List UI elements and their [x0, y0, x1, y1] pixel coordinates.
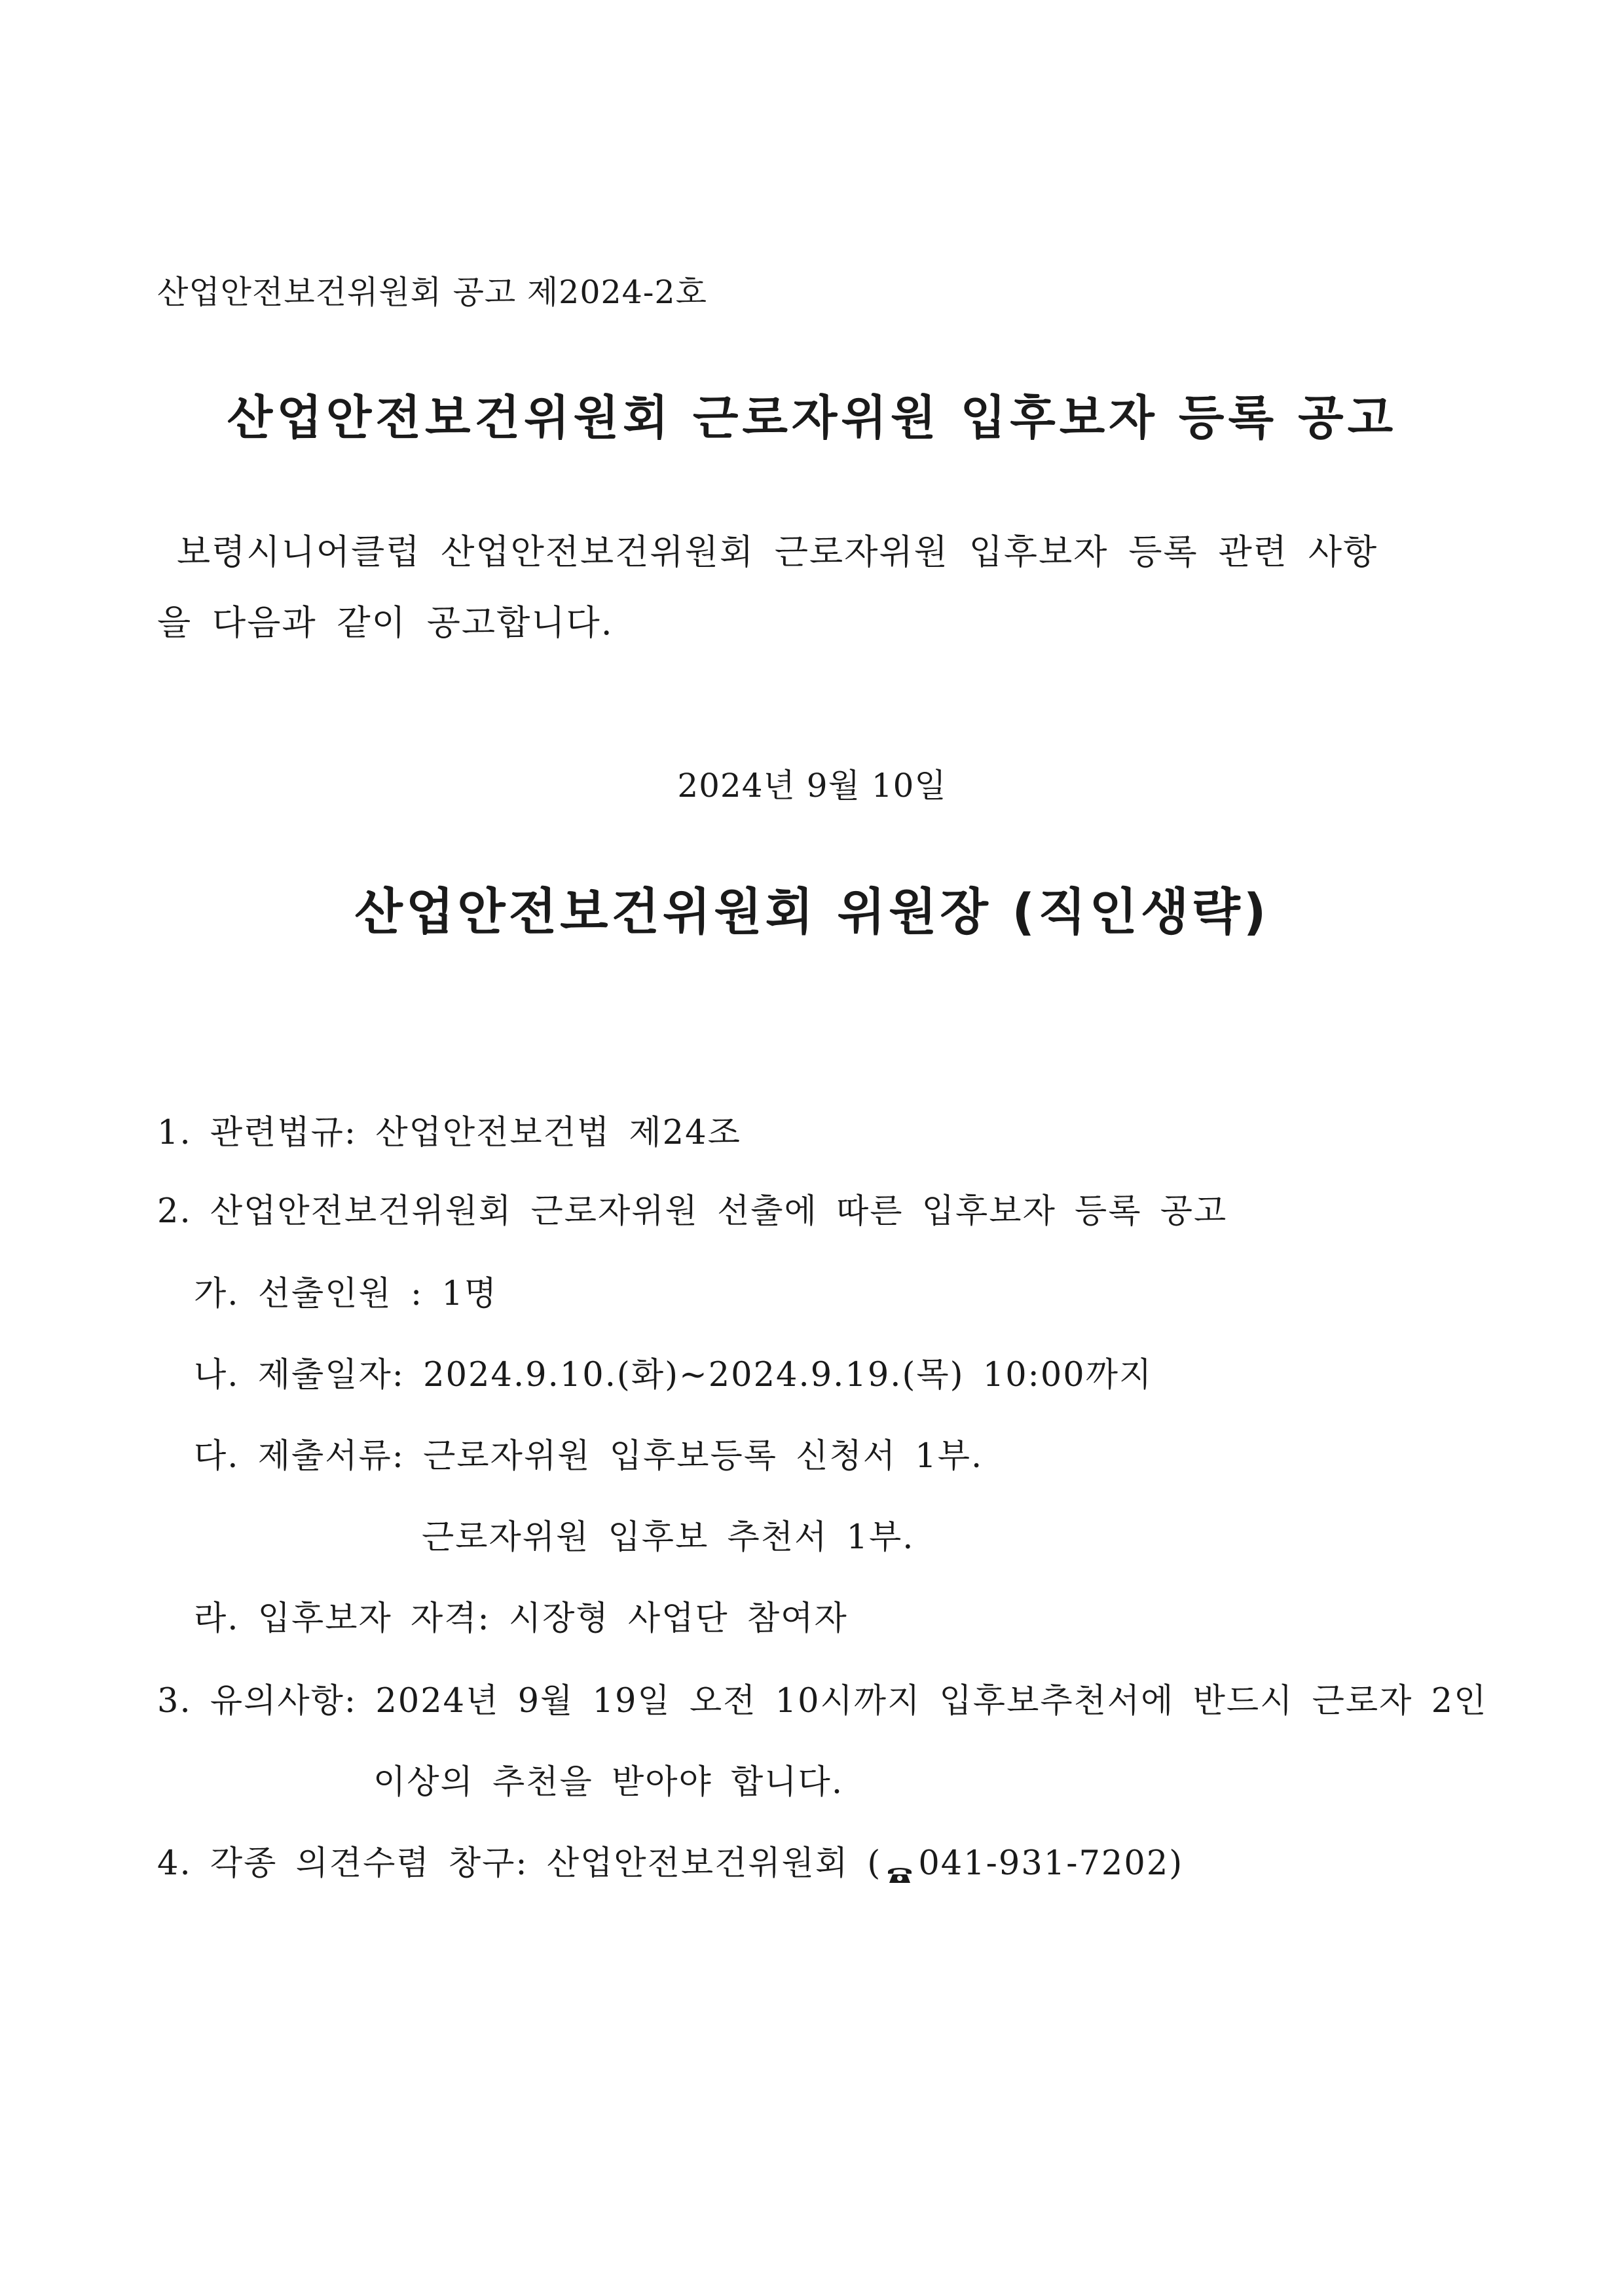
item-2-announcement: 2. 산업안전보건위원회 근로자위원 선출에 따른 입후보자 등록 공고	[157, 1192, 1228, 1231]
item-3-notes: 3. 유의사항: 2024년 9월 19일 오전 10시까지 입후보추천서에 반드시 근로자 2인	[157, 1682, 1488, 1721]
item-2-na-submission-period: 나. 제출일자: 2024.9.10.(화)~2024.9.19.(목) 10:00까지	[194, 1356, 1153, 1394]
item-3-notes-continued: 이상의 추천을 받아야 합니다.	[373, 1763, 844, 1802]
telephone-icon	[885, 1855, 914, 1877]
item-2-ga-headcount: 가. 선출인원 : 1명	[194, 1275, 498, 1313]
page-title: 산업안전보건위원회 근로자위원 입후보자 등록 공고	[227, 390, 1397, 445]
item-2-da-documents-continued: 근로자위원 입후보 추천서 1부.	[422, 1518, 915, 1557]
item-4-label: 4. 각종 의견수렴 창구: 산업안전보건위원회 (	[157, 1844, 882, 1883]
signature-line: 산업안전보건위원회 위원장 (직인생략)	[354, 883, 1270, 941]
item-2-da-documents: 다. 제출서류: 근로자위원 입후보등록 신청서 1부.	[194, 1437, 984, 1476]
item-1-regulation: 1. 관련법규: 산업안전보건법 제24조	[157, 1114, 741, 1152]
item-4-contact	[157, 1836, 1183, 1884]
notice-date: 2024년 9월 10일	[677, 767, 947, 805]
intro-paragraph	[157, 517, 1473, 659]
notice-number: 산업안전보건위원회 공고 제2024-2호	[157, 274, 707, 311]
intro-line-2: 을 다음과 같이 공고합니다.	[157, 603, 614, 643]
phone-number: 041-931-7202)	[918, 1844, 1184, 1883]
item-2-ra-eligibility: 라. 입후보자 자격: 시장형 사업단 참여자	[194, 1599, 848, 1638]
intro-line-1: 보령시니어클럽 산업안전보건위원회 근로자위원 입후보자 등록 관련 사항	[177, 532, 1378, 572]
